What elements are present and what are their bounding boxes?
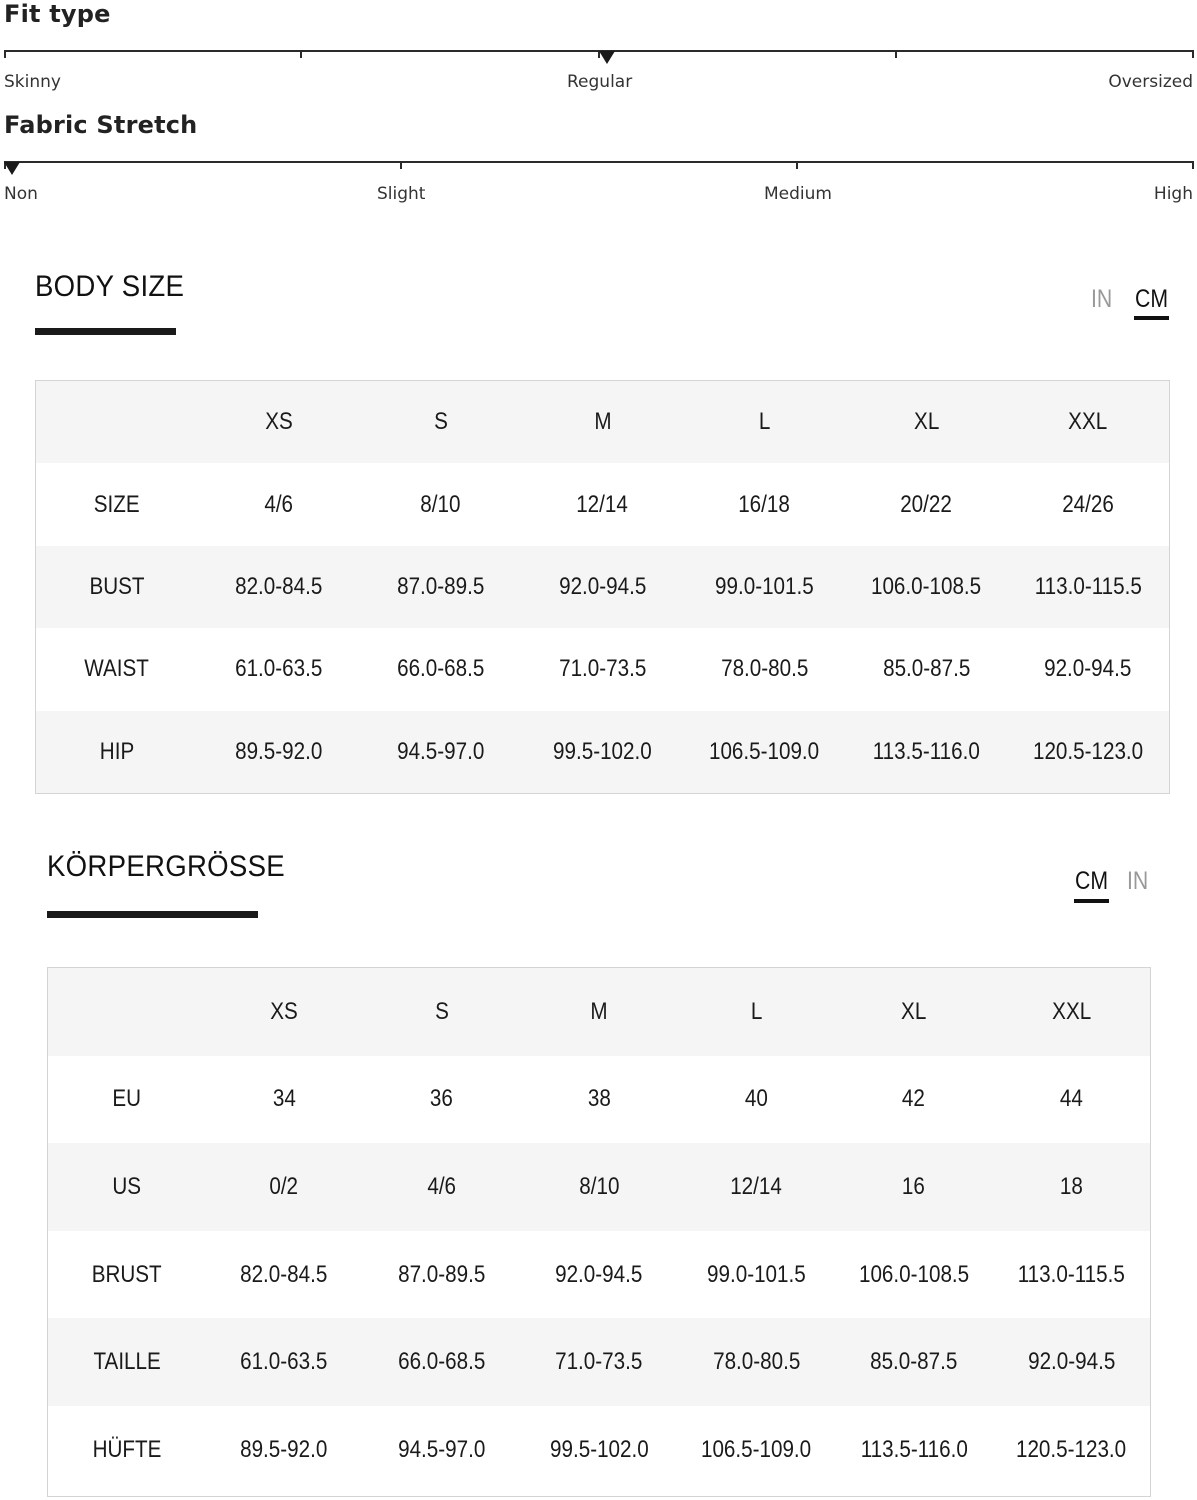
cell-text: HÜFTE [92,1435,162,1463]
table-cell [363,1231,520,1319]
cell-text: 92.0-94.5 [1027,1348,1115,1376]
cell-text: 120.5-123.0 [1032,737,1144,765]
cell-text: 120.5-123.0 [1016,1435,1127,1463]
table-cell [522,628,684,710]
body-size-active-unit-indicator [1134,316,1169,320]
table-cell [1007,463,1169,545]
cell-text: L [758,408,771,436]
table-cell [678,1231,835,1319]
table-cell [678,1318,835,1406]
table-row-label [48,1231,205,1319]
table-header-cell [48,968,205,1056]
cell-text: WAIST [84,655,150,683]
fit-label-skinny: Skinny [4,72,61,92]
cell-text: 113.5-116.0 [872,737,980,765]
cell-text: 16 [902,1172,926,1200]
fit-tick [300,50,302,58]
table-header-cell [363,968,520,1056]
fit-tick [1192,50,1194,58]
table-row [36,546,1169,628]
cell-text: 4/6 [264,490,294,518]
cell-text: L [750,997,763,1025]
cell-text: 106.5-109.0 [709,737,820,765]
cell-text: 61.0-63.5 [240,1348,328,1376]
table-row-label [48,1318,205,1406]
table-row-label [36,711,198,793]
cell-text: 106.0-108.5 [871,572,982,600]
cell-text: 94.5-97.0 [397,737,485,765]
cell-text: 20/22 [900,490,953,518]
table-header-cell [993,968,1150,1056]
cell-text: 92.0-94.5 [555,1260,643,1288]
table-cell [522,546,684,628]
table-header-cell [683,381,845,463]
table-cell [198,628,360,710]
cell-text: 106.0-108.5 [858,1260,969,1288]
cell-text: XS [270,997,298,1025]
table-row-label [48,1143,205,1231]
cell-text: XXL [1051,997,1091,1025]
cell-text: 38 [587,1085,611,1113]
table-cell [845,711,1007,793]
stretch-label-medium: Medium [764,184,832,204]
table-header-cell [678,968,835,1056]
koerpergroesse-unit-in[interactable]: IN [1127,867,1149,895]
table-row [48,1231,1150,1319]
table-cell [845,463,1007,545]
cell-text: 8/10 [578,1172,620,1200]
cell-text: 92.0-94.5 [1044,655,1132,683]
fit-tick [4,50,6,58]
table-cell [835,1143,992,1231]
table-cell [993,1231,1150,1319]
stretch-tick [796,161,798,169]
fit-tick [895,50,897,58]
table-cell [683,711,845,793]
table-cell [993,1406,1150,1494]
cell-text: 99.5-102.0 [549,1435,649,1463]
cell-text: BRUST [91,1260,162,1288]
stretch-tick [400,161,402,169]
cell-text: 113.0-115.5 [1017,1260,1125,1288]
koerpergroesse-title: KÖRPERGRÖSSE [47,850,285,883]
table-cell [678,1056,835,1144]
table-cell [835,1318,992,1406]
fit-type-title: Fit type [4,0,111,28]
cell-text: 89.5-92.0 [240,1435,328,1463]
table-cell [678,1406,835,1494]
cell-text: S [434,997,449,1025]
cell-text: 24/26 [1062,490,1114,518]
table-cell [363,1406,520,1494]
table-cell [205,1143,362,1231]
cell-text: XS [265,408,293,436]
cell-text: 92.0-94.5 [558,572,647,600]
table-header-cell [1007,381,1169,463]
cell-text: 61.0-63.5 [235,655,323,683]
cell-text: 4/6 [427,1172,456,1200]
table-row [48,1143,1150,1231]
table-header-cell [520,968,677,1056]
fit-label-oversized: Oversized [1108,72,1193,92]
table-cell [520,1143,677,1231]
fit-type-scale [4,50,1194,52]
cell-text: SIZE [93,490,140,518]
table-cell [835,1056,992,1144]
cell-text: 82.0-84.5 [235,572,323,600]
table-row-label [36,546,198,628]
table-cell [993,1318,1150,1406]
cell-text: XL [913,408,939,436]
cell-text: BUST [89,572,145,600]
cell-text: EU [112,1085,142,1113]
cell-text: 94.5-97.0 [397,1435,486,1463]
table-header-cell [360,381,522,463]
cell-text: 12/14 [576,490,629,518]
table-cell [835,1231,992,1319]
table-cell [1007,546,1169,628]
cell-text: 106.5-109.0 [701,1435,812,1463]
table-cell [360,711,522,793]
stretch-tick [1192,161,1194,169]
table-cell [363,1318,520,1406]
table-cell [520,1318,677,1406]
table-row-label [48,1406,205,1494]
table-cell [198,546,360,628]
stretch-label-non: Non [4,184,38,204]
table-header-cell [205,968,362,1056]
table-header-cell [198,381,360,463]
cell-text: TAILLE [93,1348,161,1376]
table-cell [520,1056,677,1144]
table-cell [993,1143,1150,1231]
cell-text: 71.0-73.5 [555,1348,643,1376]
table-row [48,1406,1150,1494]
table-cell [1007,628,1169,710]
cell-text: 78.0-80.5 [712,1348,801,1376]
cell-text: 113.5-116.0 [860,1435,968,1463]
cell-text: 16/18 [738,490,791,518]
cell-text: 78.0-80.5 [720,655,808,683]
fabric-stretch-marker-icon [4,162,20,175]
table-cell [522,711,684,793]
cell-text: 71.0-73.5 [558,655,647,683]
table-row [36,711,1169,793]
cell-text: 87.0-89.5 [397,572,485,600]
table-cell [205,1056,362,1144]
cell-text: 99.0-101.5 [707,1260,806,1288]
table-row-label [48,1056,205,1144]
fit-type-marker-icon [599,51,615,64]
cell-text: 42 [902,1085,926,1113]
table-cell [205,1231,362,1319]
table-row [48,1318,1150,1406]
table-cell [683,546,845,628]
table-cell [522,463,684,545]
cell-text: 36 [430,1085,454,1113]
cell-text: XXL [1068,408,1108,436]
stretch-label-high: High [1153,184,1193,204]
table-row-label [36,628,198,710]
cell-text: 18 [1059,1172,1083,1200]
cell-text: M [590,997,608,1025]
table-cell [198,463,360,545]
table-header-row [48,968,1150,1056]
cell-text: 87.0-89.5 [397,1260,486,1288]
cell-text: 113.0-115.5 [1034,572,1142,600]
cell-text: 89.5-92.0 [235,737,323,765]
cell-text: 8/10 [420,490,461,518]
cell-text: 85.0-87.5 [870,1348,958,1376]
table-cell [678,1143,835,1231]
body-size-table [35,380,1170,794]
koerpergroesse-active-unit-indicator [1074,899,1109,903]
body-size-title: BODY SIZE [35,270,185,303]
stretch-label-slight: Slight [377,184,426,204]
koerpergroesse-title-underline [47,911,258,918]
cell-text: US [112,1172,142,1200]
table-cell [363,1143,520,1231]
cell-text: 82.0-84.5 [240,1260,328,1288]
table-header-cell [845,381,1007,463]
table-header-cell [36,381,198,463]
koerpergroesse-unit-cm[interactable]: CM [1075,867,1109,895]
cell-text: 34 [272,1085,296,1113]
table-cell [845,546,1007,628]
table-cell [198,711,360,793]
cell-text: 12/14 [730,1172,783,1200]
cell-text: M [593,408,612,436]
cell-text: 40 [744,1085,768,1113]
body-size-title-underline [35,328,176,335]
table-row-label [36,463,198,545]
fabric-stretch-title: Fabric Stretch [4,111,198,139]
table-cell [845,628,1007,710]
cell-text: 99.0-101.5 [715,572,814,600]
table-cell [683,463,845,545]
table-header-cell [835,968,992,1056]
table-header-cell [522,381,684,463]
cell-text: 85.0-87.5 [882,655,970,683]
table-cell [205,1406,362,1494]
cell-text: 66.0-68.5 [397,655,485,683]
table-cell [683,628,845,710]
fit-label-regular: Regular [567,72,633,92]
fabric-stretch-scale [4,161,1194,163]
cell-text: HIP [99,737,135,765]
table-cell [360,628,522,710]
table-cell [1007,711,1169,793]
body-size-unit-in[interactable]: IN [1091,285,1113,313]
table-row [36,463,1169,545]
cell-text: 44 [1059,1085,1083,1113]
table-cell [360,546,522,628]
table-header-row [36,381,1169,463]
table-row [48,1056,1150,1144]
table-cell [993,1056,1150,1144]
table-cell [205,1318,362,1406]
table-cell [835,1406,992,1494]
cell-text: XL [901,997,927,1025]
koerpergroesse-table [47,967,1151,1497]
table-cell [520,1231,677,1319]
table-cell [520,1406,677,1494]
table-cell [360,463,522,545]
table-cell [363,1056,520,1144]
table-row [36,628,1169,710]
cell-text: 66.0-68.5 [397,1348,486,1376]
cell-text: 0/2 [269,1172,299,1200]
cell-text: 99.5-102.0 [553,737,652,765]
cell-text: S [433,408,448,436]
body-size-unit-cm[interactable]: CM [1135,285,1169,313]
